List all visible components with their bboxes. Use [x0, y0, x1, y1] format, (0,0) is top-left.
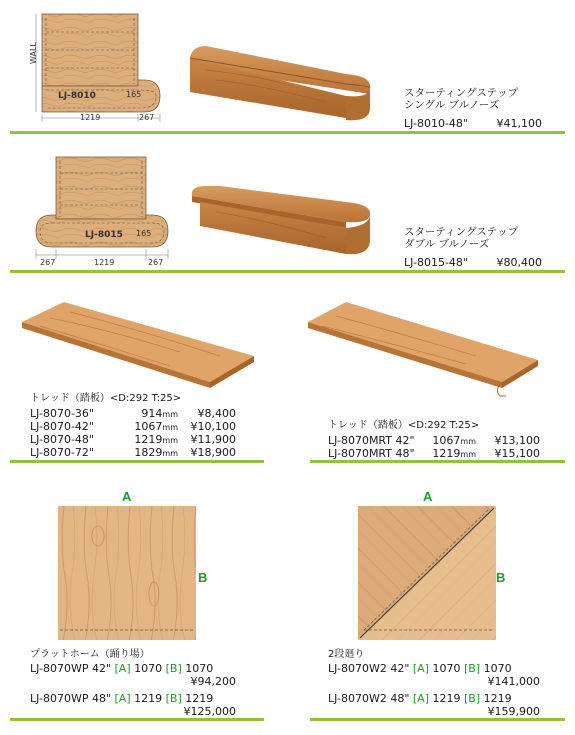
section-divider — [10, 270, 565, 273]
item-model: LJ-8070WP 48" — [30, 692, 112, 705]
section-title: プラットホーム（踊り場） — [30, 649, 150, 660]
list-item-length-value: 1829 — [134, 446, 163, 459]
list-item-length — [416, 434, 476, 447]
list-item-price: ¥18,900 — [190, 446, 236, 459]
product-image-lj8010 — [186, 44, 376, 126]
section-divider — [310, 718, 565, 721]
list-item-unit: mm — [162, 423, 178, 432]
list-item-price: ¥10,100 — [190, 420, 236, 433]
dimension-label-b: B — [496, 570, 506, 585]
product-model: LJ-8010-48" — [404, 117, 468, 130]
b-tag: [B] — [463, 662, 481, 675]
product-image-winder — [358, 506, 498, 642]
dimension-267-left: 267 — [40, 258, 56, 267]
product-title-line2: ダブル ブルノーズ — [404, 238, 490, 250]
list-item-length — [118, 407, 178, 420]
list-item-unit: mm — [460, 450, 476, 459]
b-tag: [B] — [165, 662, 182, 675]
list-item-length — [416, 447, 476, 460]
dimension-267: 267 — [139, 113, 155, 122]
section-title: 2段廻り — [328, 649, 365, 660]
section-divider — [310, 460, 565, 463]
a-tag: [A] — [412, 692, 429, 705]
list-item-unit: mm — [162, 410, 178, 419]
list-item — [30, 692, 213, 705]
product-title-line1: スターティングステップ — [404, 87, 519, 99]
a-value: 1070 — [134, 662, 163, 675]
item-price: ¥94,200 — [190, 675, 236, 688]
product-image-lj8015 — [186, 182, 376, 262]
a-value: 1219 — [134, 692, 163, 705]
b-value: 1219 — [185, 692, 214, 705]
item-price: ¥159,900 — [487, 705, 540, 718]
section-divider — [10, 460, 264, 463]
a-value: 1219 — [432, 692, 461, 705]
list-item-length — [118, 446, 178, 459]
product-title-line2: シングル ブルノーズ — [404, 99, 500, 111]
b-tag: [B] — [165, 692, 182, 705]
section-title: トレッド（踏板）<D:292 T:25> — [328, 420, 480, 431]
list-item-length-value: 914 — [141, 407, 163, 420]
product-image-platform — [58, 506, 198, 642]
item-price: ¥125,000 — [183, 705, 236, 718]
product-price: ¥80,400 — [496, 256, 542, 269]
list-item-unit: mm — [162, 449, 178, 458]
a-tag: [A] — [114, 692, 131, 705]
list-item-length-value: 1219 — [134, 433, 163, 446]
list-item-length — [118, 433, 178, 446]
list-item-length-value: 1219 — [432, 447, 461, 460]
a-tag: [A] — [412, 662, 429, 675]
a-value: 1070 — [432, 662, 461, 675]
list-item-model: LJ-8070MRT 48" — [328, 447, 415, 460]
product-image-lj8070 — [20, 300, 260, 392]
dimension-165: 165 — [126, 90, 142, 99]
list-item-model: LJ-8070-42" — [30, 420, 94, 433]
b-value: 1219 — [483, 692, 512, 705]
list-item-length — [118, 420, 178, 433]
plan-diagram-lj8015 — [34, 155, 174, 267]
section-divider — [10, 131, 565, 134]
list-item-price: ¥11,900 — [190, 433, 236, 446]
dimension-1219: 1219 — [80, 113, 101, 122]
list-item-length-value: 1067 — [432, 434, 461, 447]
product-title-line1: スターティングステップ — [404, 226, 519, 238]
list-item-model: LJ-8070-48" — [30, 433, 94, 446]
list-item-price: ¥13,100 — [494, 434, 540, 447]
b-value: 1070 — [185, 662, 214, 675]
section-divider — [10, 718, 264, 721]
b-tag: [B] — [463, 692, 481, 705]
item-price: ¥141,000 — [487, 675, 540, 688]
a-tag: [A] — [114, 662, 131, 675]
list-item — [30, 662, 213, 675]
list-item-unit: mm — [460, 437, 476, 446]
b-value: 1070 — [483, 662, 512, 675]
product-price: ¥41,100 — [496, 117, 542, 130]
item-model: LJ-8070W2 42" — [328, 662, 410, 675]
list-item-model: LJ-8070-72" — [30, 446, 94, 459]
list-item-model: LJ-8070-36" — [30, 407, 94, 420]
dimension-267-right: 267 — [148, 258, 164, 267]
list-item — [328, 662, 512, 675]
dimension-165: 165 — [136, 229, 152, 238]
plan-code-label: LJ-8015 — [85, 230, 123, 240]
list-item-price: ¥15,100 — [494, 447, 540, 460]
plan-code-label: LJ-8010 — [58, 91, 96, 101]
item-model: LJ-8070W2 48" — [328, 692, 410, 705]
dimension-label-a: A — [423, 489, 433, 504]
list-item-length-value: 1067 — [134, 420, 163, 433]
product-model: LJ-8015-48" — [404, 256, 468, 269]
wall-label: WALL — [29, 42, 38, 64]
plan-diagram-lj8010 — [34, 10, 164, 125]
list-item-unit: mm — [162, 436, 178, 445]
item-model: LJ-8070WP 42" — [30, 662, 112, 675]
dimension-label-a: A — [122, 489, 132, 504]
product-image-lj8070mrt — [306, 300, 546, 398]
section-title: トレッド（踏板）<D:292 T:25> — [30, 393, 182, 404]
dimension-label-b: B — [198, 570, 208, 585]
list-item-price: ¥8,400 — [197, 407, 236, 420]
list-item — [328, 692, 512, 705]
dimension-1219: 1219 — [94, 258, 115, 267]
list-item-model: LJ-8070MRT 42" — [328, 434, 415, 447]
